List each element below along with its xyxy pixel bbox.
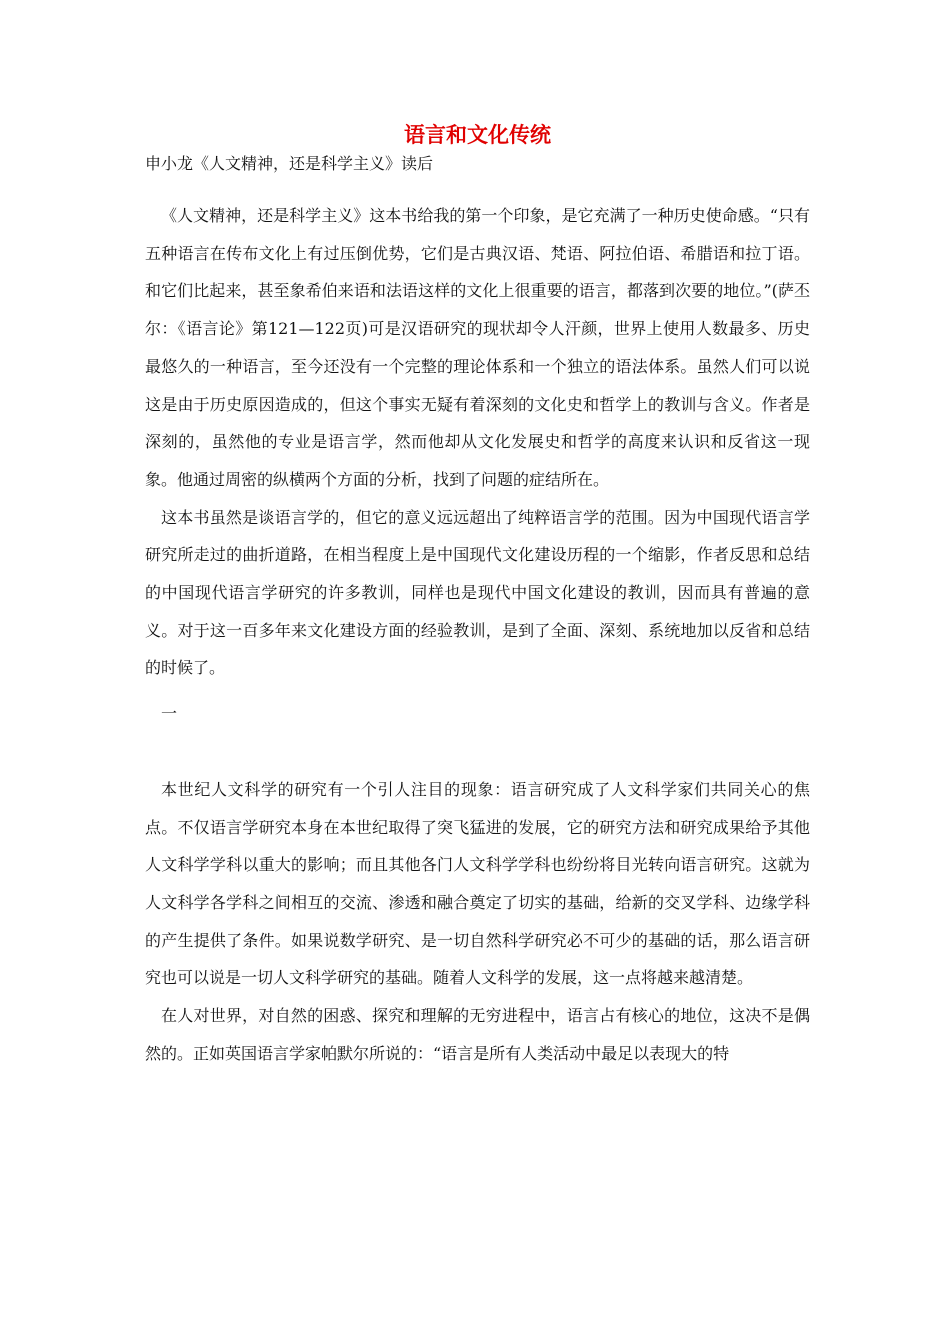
document-page [145,117,810,1072]
body-paragraph: 这本书虽然是谈语言学的，但它的意义远远超出了纯粹语言学的范围。因为中国现代语言学研究所走过的曲折道路，在相当程度上是中国现代文化建设历程的一个缩影，作者反思和总结的中国现代语言学研究的许多教训，同样也是现代中国文化建设的教训，因而具有普遍的意义。对于这一百多年来文化建设方面的经验教训，是到了全面、深刻、系统地加以反省和总结的时候了。 [145,507,810,678]
document-subtitle: 申小龙《人文精神，还是科学主义》读后 [145,154,434,173]
spacer [145,687,810,695]
document-title: 语言和文化传统 [404,123,551,147]
body-paragraph: 《人文精神，还是科学主义》这本书给我的第一个印象，是它充满了一种历史使命感。“只有五种语言在传布文化上有过压倒优势，它们是古典汉语、梵语、阿拉伯语、希腊语和拉丁语。和它们比起来，甚至象希伯来语和法语这样的文化上很重要的语言，都落到次要的地位。”(萨丕尔：《语言论》第121—122页)可是汉语研究的现状却令人汗颜，世界上使用人数最多、历史最悠久的一种语言，至今还没有一个完整的理论体系和一个独立的语法体系。虽然人们可以说这是由于历史原因造成的，但这个事实无疑有着深刻的文化史和哲学上的教训与含义。作者是深刻的，虽然他的专业是语言学，然而他却从文化发展史和哲学的高度来认识和反省这一现象。他通过周密的纵横两个方面的分析，找到了问题的症结所在。 [145,206,810,489]
body-paragraph: 本世纪人文科学的研究有一个引人注目的现象：语言研究成了人文科学家们共同关心的焦点。不仅语言学研究本身在本世纪取得了突飞猛进的发展，它的研究方法和研究成果给予其他人文科学学科以重大的影响；而且其他各门人文科学学科也纷纷将目光转向语言研究。这就为人文科学各学科之间相互的交流、渗透和融合奠定了切实的基础，给新的交叉学科、边缘学科的产生提供了条件。如果说数学研究、是一切自然科学研究必不可少的基础的话，那么语言研究也可以说是一切人文科学研究的基础。随着人文科学的发展，这一点将越来越清楚。 [145,779,810,988]
section-number: 一 [161,704,178,724]
spacer [145,175,810,197]
body-paragraph: 在人对世界，对自然的困惑、探究和理解的无穷进程中，语言占有核心的地位，这决不是偶然的。正如英国语言学家帕默尔所说的：“语言是所有人类活动中最足以表现大的特 [145,1006,810,1063]
spacer [145,733,810,771]
